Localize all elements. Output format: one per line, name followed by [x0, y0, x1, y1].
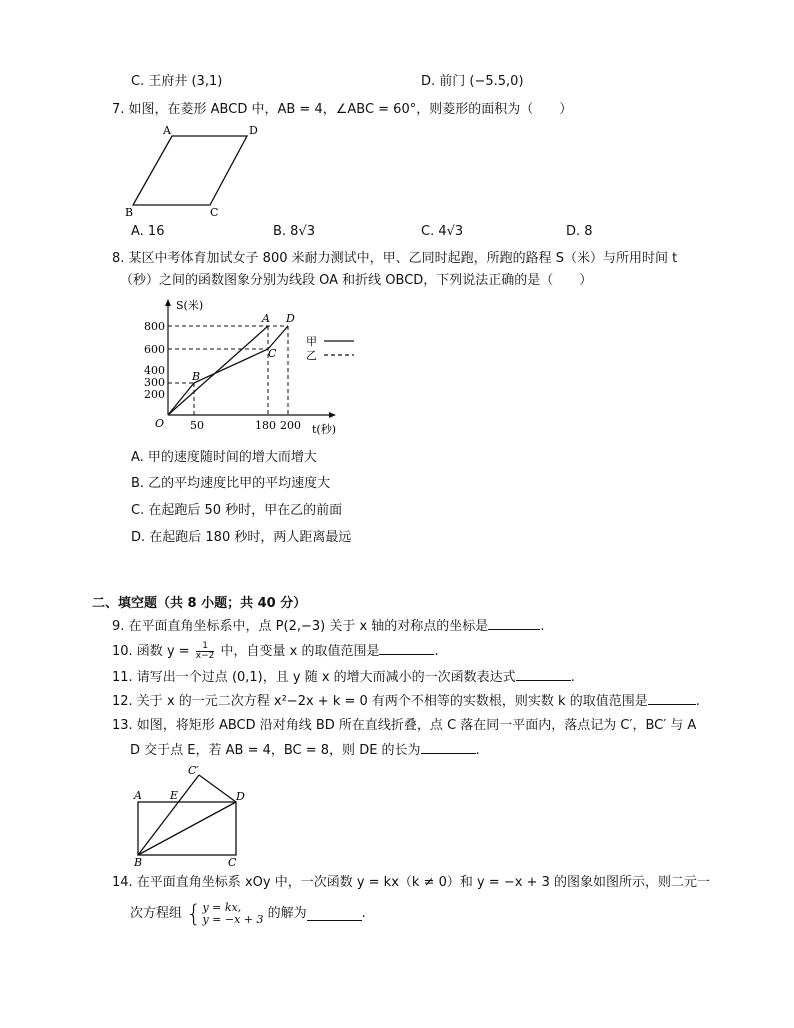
legend-jia: 甲 [306, 335, 317, 348]
diagonal-bd [138, 802, 236, 855]
q8-option-a: A. 甲的速度随时间的增大而增大 [131, 450, 317, 465]
fold-label-a: A [134, 789, 142, 802]
q11-blank[interactable] [516, 668, 571, 681]
q8-option-d: D. 在起跑后 180 秒时，两人距离最远 [131, 530, 352, 545]
q8-stem-line1: 8. 某区中考体育加试女子 800 米耐力测试中，甲、乙同时起跑，所跑的路程 S（米）与所用时间 t [112, 251, 678, 266]
q7-option-c: C. 4√3 [421, 224, 464, 239]
q10-suffix: 中，自变量 x 的取值范围是 [216, 644, 380, 659]
x-tick-50: 50 [190, 419, 204, 432]
q10: 10. 函数 y = $\frac{1}{x-2}$ 中，自变量 x 的取值范围是 . [112, 641, 439, 661]
q10-fraction: $\frac{1}{x-2}$ [195, 641, 215, 661]
q11-text: 11. 请写出一个过点 (0,1)，且 y 随 x 的增大而减小的一次函数表达式 [112, 670, 516, 685]
q8-stem-line2: （秒）之间的函数图象分别为线段 OA 和折线 OBCD，下列说法正确的是（ ） [120, 273, 593, 288]
q7-option-b: B. 8√3 [273, 224, 316, 239]
rectangle-fold-figure [128, 764, 258, 868]
rhombus-shape [133, 136, 247, 205]
y-tick-600: 600 [144, 343, 165, 356]
point-label-b: B [192, 370, 201, 383]
y-tick-400: 400 [144, 364, 165, 377]
brace-icon: { [186, 900, 202, 928]
q8-option-c: C. 在起跑后 50 秒时，甲在乙的前面 [131, 503, 343, 518]
legend-yi: 乙 [306, 349, 317, 362]
line-yi [168, 326, 288, 415]
y-axis-label: S(米) [176, 299, 204, 312]
q13-blank[interactable] [421, 741, 476, 754]
fold-label-e: E [170, 789, 179, 802]
x-axis-label: t(秒) [312, 423, 337, 436]
q9-blank[interactable] [488, 617, 540, 630]
section2-title: 二、填空题（共 8 小题；共 40 分） [92, 596, 307, 611]
q9-text: 9. 在平面直角坐标系中，点 P(2,−3) 关于 x 轴的对称点的坐标是 [112, 619, 489, 634]
rhombus-figure [120, 122, 280, 222]
fold-label-d: D [236, 790, 245, 803]
line-jia [168, 326, 268, 415]
q14-line1: 14. 在平面直角坐标系 xOy 中，一次函数 y = kx（k ≠ 0）和 y = −x + 3 的图象如图所示，则二元一 [112, 875, 710, 890]
q8-graph [140, 295, 370, 440]
y-tick-800: 800 [144, 320, 165, 333]
q13-line2: D 交于点 E，若 AB = 4，BC = 8，则 DE 的长为 . [130, 743, 480, 758]
fold-label-cp: C′ [188, 764, 199, 777]
fold-label-c: C [228, 856, 237, 869]
q14-blank[interactable] [307, 908, 362, 921]
y-axis-arrow [165, 299, 171, 306]
q6-option-d: D. 前门 (−5.5,0) [421, 74, 524, 89]
q12-blank[interactable] [648, 692, 696, 705]
q6-option-c: C. 王府井 (3,1) [131, 74, 223, 89]
y-tick-200: 200 [144, 388, 165, 401]
x-axis-arrow [329, 412, 336, 418]
point-label-c: C [268, 347, 277, 360]
rhombus-label-c: C [210, 206, 219, 219]
q14-line2: 次方程组 { y = kx, y = −x + 3 的解为 . [130, 900, 366, 928]
q12: 12. 关于 x 的一元二次方程 x²−2x + k = 0 有两个不相等的实数根，则实数 k 的取值范围是 . [112, 694, 700, 709]
q7-option-d: D. 8 [566, 224, 593, 239]
q11: 11. 请写出一个过点 (0,1)，且 y 随 x 的增大而减小的一次函数表达式 . [112, 670, 575, 685]
segment-cpd [199, 775, 236, 802]
rhombus-label-b: B [125, 206, 134, 219]
q10-blank[interactable] [379, 642, 434, 655]
y-tick-300: 300 [144, 376, 165, 389]
q13-line1: 13. 如图，将矩形 ABCD 沿对角线 BD 所在直线折叠，点 C 落在同一平面内，落点记为 C′，BC′ 与 A [112, 718, 697, 733]
q9: 9. 在平面直角坐标系中，点 P(2,−3) 关于 x 轴的对称点的坐标是 . [112, 619, 545, 634]
fold-label-b: B [134, 856, 143, 869]
q7-stem: 7. 如图，在菱形 ABCD 中，AB = 4，∠ABC = 60°，则菱形的面积为（ ） [112, 102, 573, 117]
q7-option-a: A. 16 [131, 224, 165, 239]
x-tick-180: 180 [255, 419, 276, 432]
point-label-d: D [286, 312, 295, 325]
q14-system: y = kx, y = −x + 3 [202, 901, 264, 926]
point-label-a: A [262, 312, 270, 325]
q8-option-b: B. 乙的平均速度比甲的平均速度大 [131, 476, 331, 491]
q10-prefix: 10. 函数 y = [112, 644, 194, 659]
rhombus-label-a: A [163, 124, 171, 137]
origin-label: O [155, 417, 165, 430]
x-tick-200: 200 [280, 419, 301, 432]
segment-bcp [138, 775, 199, 855]
rhombus-label-d: D [249, 124, 258, 137]
q12-text: 12. 关于 x 的一元二次方程 x²−2x + k = 0 有两个不相等的实数根，则实数 k 的取值范围是 [112, 694, 648, 709]
